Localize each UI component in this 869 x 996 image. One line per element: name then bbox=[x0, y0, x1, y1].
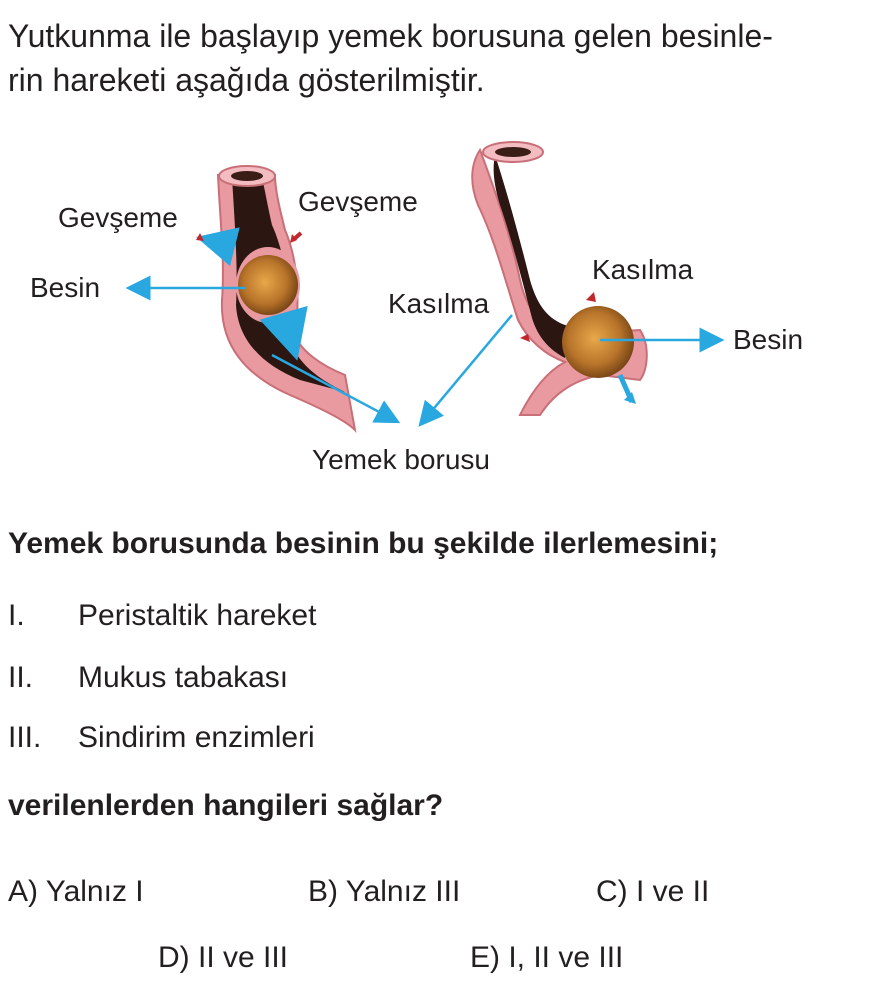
statement-item-3 bbox=[8, 718, 315, 758]
statement-item-1 bbox=[8, 596, 316, 636]
intro-text bbox=[8, 14, 858, 102]
label-kasilma-top: Kasılma bbox=[592, 254, 694, 285]
question-prompt: Yemek borusunda besinin bu şekilde ilerlemesini; bbox=[8, 527, 719, 560]
statement-text: Sindirim enzimleri bbox=[78, 721, 315, 754]
esophagus-figure bbox=[0, 130, 869, 480]
option-b[interactable]: B) Yalnız III bbox=[308, 875, 461, 908]
statement-number: III. bbox=[8, 721, 42, 754]
label-besin-left: Besin bbox=[30, 272, 101, 303]
option-a[interactable]: A) Yalnız I bbox=[8, 875, 144, 908]
label-besin-right: Besin bbox=[733, 324, 804, 355]
statement-number: I. bbox=[8, 599, 25, 632]
statement-item-2 bbox=[8, 658, 288, 698]
statement-text: Peristaltik hareket bbox=[78, 599, 317, 632]
option-d[interactable]: D) II ve III bbox=[158, 941, 289, 974]
label-gevseme-left: Gevşeme bbox=[58, 202, 178, 233]
option-c[interactable]: C) I ve II bbox=[596, 875, 710, 908]
question-closing: verilenlerden hangileri sağlar? bbox=[8, 789, 444, 822]
option-e[interactable]: E) I, II ve III bbox=[470, 941, 624, 974]
right-yemek-borusu-arrow bbox=[420, 315, 512, 425]
statement-number: II. bbox=[8, 661, 34, 694]
label-gevseme-right: Gevşeme bbox=[298, 186, 418, 217]
statement-text: Mukus tabakası bbox=[78, 661, 289, 694]
intro-line-2: rin hareketi aşağıda gösterilmiştir. bbox=[8, 62, 485, 98]
intro-line-1: Yutkunma ile başlayıp yemek borusuna gelen besinle- bbox=[8, 18, 773, 54]
label-kasilma-left: Kasılma bbox=[388, 288, 490, 319]
label-yemek-borusu: Yemek borusu bbox=[312, 444, 490, 475]
